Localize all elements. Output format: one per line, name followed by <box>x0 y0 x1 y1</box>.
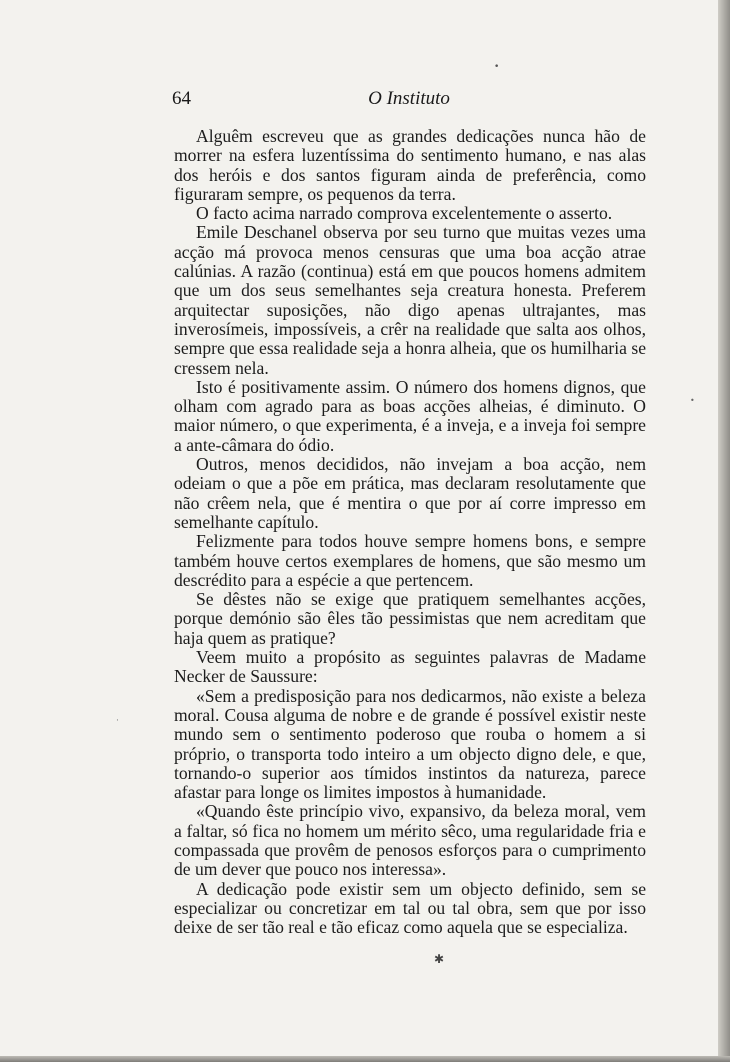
paragraph: «Sem a predisposição para nos dedicarmos, não existe a beleza moral. Cousa alguma de nobre e de grande é possível existir neste mundo sem o sentimento poderoso que rouba o homem a si próprio, o transporta todo inteiro a um objecto digno dele, e que, tornando-o superior aos tímidos instintos da natureza, parece afastar para longe os limites impostos à humanidade. <box>174 685 646 803</box>
page-header <box>172 88 646 114</box>
paragraph: Outros, menos decididos, não invejam a boa acção, nem odeiam o que a põe em prática, mas declaram resolutamente que não crêem nela, que é mentira o que por aí corre impresso em semelhante capítulo. <box>174 454 646 532</box>
paragraph: «Quando êste princípio vivo, expansivo, da beleza moral, vem a faltar, só fica no homem um mérito sêco, uma regularidade fria e compassada que provêm de penosos esforços para o cumprimento de um dever que pouco nos interessa». <box>174 801 646 880</box>
paragraph: O facto acima narrado comprova excelentemente o asserto. <box>196 203 613 224</box>
running-title: O Instituto <box>368 88 450 109</box>
paragraph: Felizmente para todos houve sempre homens bons, e sempre também houve certos exemplares de homens, que são mesmo um descrédito para a espécie a que pertencem. <box>174 531 646 590</box>
ink-speck-icon: • <box>494 62 500 72</box>
paragraph: Se dêstes não se exige que pratiquem semelhantes acções, porque demónio são êles tão pessimistas que nem acreditam que haja quem as pratique? <box>174 589 646 648</box>
ink-speck-icon: ✱ <box>434 952 445 966</box>
ink-speck-icon: · <box>116 716 119 726</box>
page-edge-bottom <box>0 1056 730 1062</box>
paragraph: Veem muito a propósito as seguintes palavras de Madame Necker de Saussure: <box>174 647 646 687</box>
page-number: 64 <box>172 88 191 109</box>
paragraph: A dedicação pode existir sem um objecto definido, sem se especializar ou concretizar em tal ou tal obra, sem que por isso deixe de ser tão real e tão eficaz como aquela que se especializa. <box>174 878 646 938</box>
body-text <box>174 127 646 937</box>
paragraph: Alguêm escreveu que as grandes dedicações nunca hão de morrer na esfera luzentíssima do sentimento humano, e nas alas dos heróis e dos santos figuram ainda de preferência, como figuraram sempre, os pequenos da terra. <box>174 126 646 204</box>
paragraph: Isto é positivamente assim. O número dos homens dignos, que olham com agrado para as boas acções alheias, é diminuto. O maior número, o que experimenta, é a inveja, e a inveja foi sempre a ante-câmara do ódio. <box>174 376 646 455</box>
paragraph: Emile Deschanel observa por seu turno que muitas vezes uma acção má provoca menos censuras que uma boa acção atrae calúnias. A razão (continua) está em que poucos homens admitem que um dos seus semelhantes seja creatura honesta. Preferem arquitectar suposições, não digo apenas ultrajantes, mas inverosímeis, impossíveis, a crêr na realidade que salta aos olhos, sempre que essa realidade seja a honra alheia, que os humilharia se cressem nela. <box>174 222 646 378</box>
page-edge-right <box>718 0 730 1062</box>
ink-speck-icon: • <box>690 396 695 405</box>
